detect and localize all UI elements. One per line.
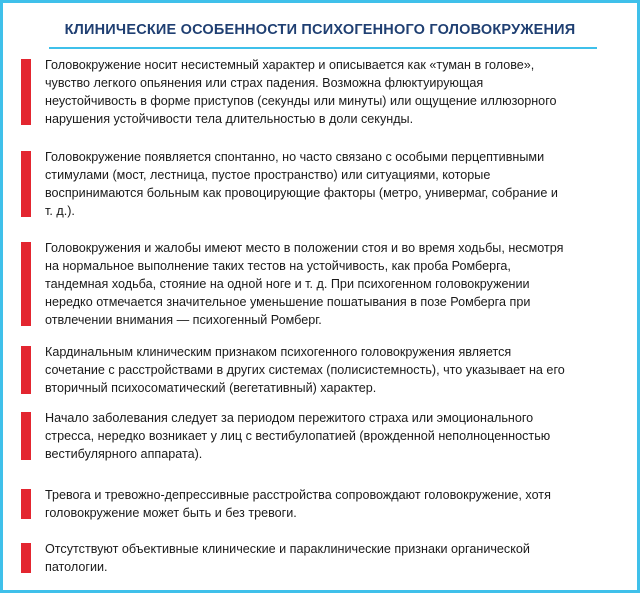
list-item [21,409,619,463]
list-item [21,56,619,128]
list-item [21,540,619,576]
list-item-text: Начало заболевания следует за периодом пережитого страха или эмоционального стресса, нередко возникает у лиц с вестибулопатией (врожденной неполноценностью вестибулярного аппарата). [45,411,551,461]
list-item-text: Отсутствуют объективные клинические и параклинические признаки органической патологии. [45,542,530,574]
red-marker-bar [21,543,31,573]
red-marker-bar [21,346,31,394]
list-item [21,239,619,329]
list-item-text: Кардинальным клиническим признаком психогенного головокружения является сочетание с расстройствами в других системах (полисистемность), что указывает на его вторичный психосоматический (вегетативный) характер. [45,345,565,395]
title-underline [49,47,597,49]
list-item-text: Головокружения и жалобы имеют место в положении стоя и во время ходьбы, несмотря на нормальное выполнение таких тестов на устойчивость, как проба Ромберга, тандемная ходьба, стояние на одной ноге и т. д. При психогенном головокружении нередко отмечается значительное уменьшение пошатывания в позе Ромберга при отвлечении внимания — психогенный Ромберг. [45,241,564,327]
list-item [21,148,619,220]
red-marker-bar [21,59,31,125]
list-item-text: Головокружение появляется спонтанно, но часто связано с особыми перцептивными стимулами (мост, лестница, пустое пространство) или ситуациями, которые воспринимаются больным как провоцирующие факторы (метро, универмаг, собрание и т. д.). [45,150,558,218]
list-item-text: Тревога и тревожно-депрессивные расстройства сопровождают головокружение, хотя головокружение может быть и без тревоги. [45,488,551,520]
list-item [21,486,619,522]
red-marker-bar [21,151,31,217]
list-item [21,343,619,397]
red-marker-bar [21,489,31,519]
list-item-text: Головокружение носит несистемный характер и описывается как «туман в голове», чувство легкого опьянения или страх падения. Возможна флюктуирующая неустойчивость в форме приступов (секунды или минуты) или ощущение иллюзорного нарушения устойчивости тела длительностью в доли секунды. [45,58,557,126]
red-marker-bar [21,242,31,326]
red-marker-bar [21,412,31,460]
page-title: КЛИНИЧЕСКИЕ ОСОБЕННОСТИ ПСИХОГЕННОГО ГОЛОВОКРУЖЕНИЯ [64,22,576,38]
